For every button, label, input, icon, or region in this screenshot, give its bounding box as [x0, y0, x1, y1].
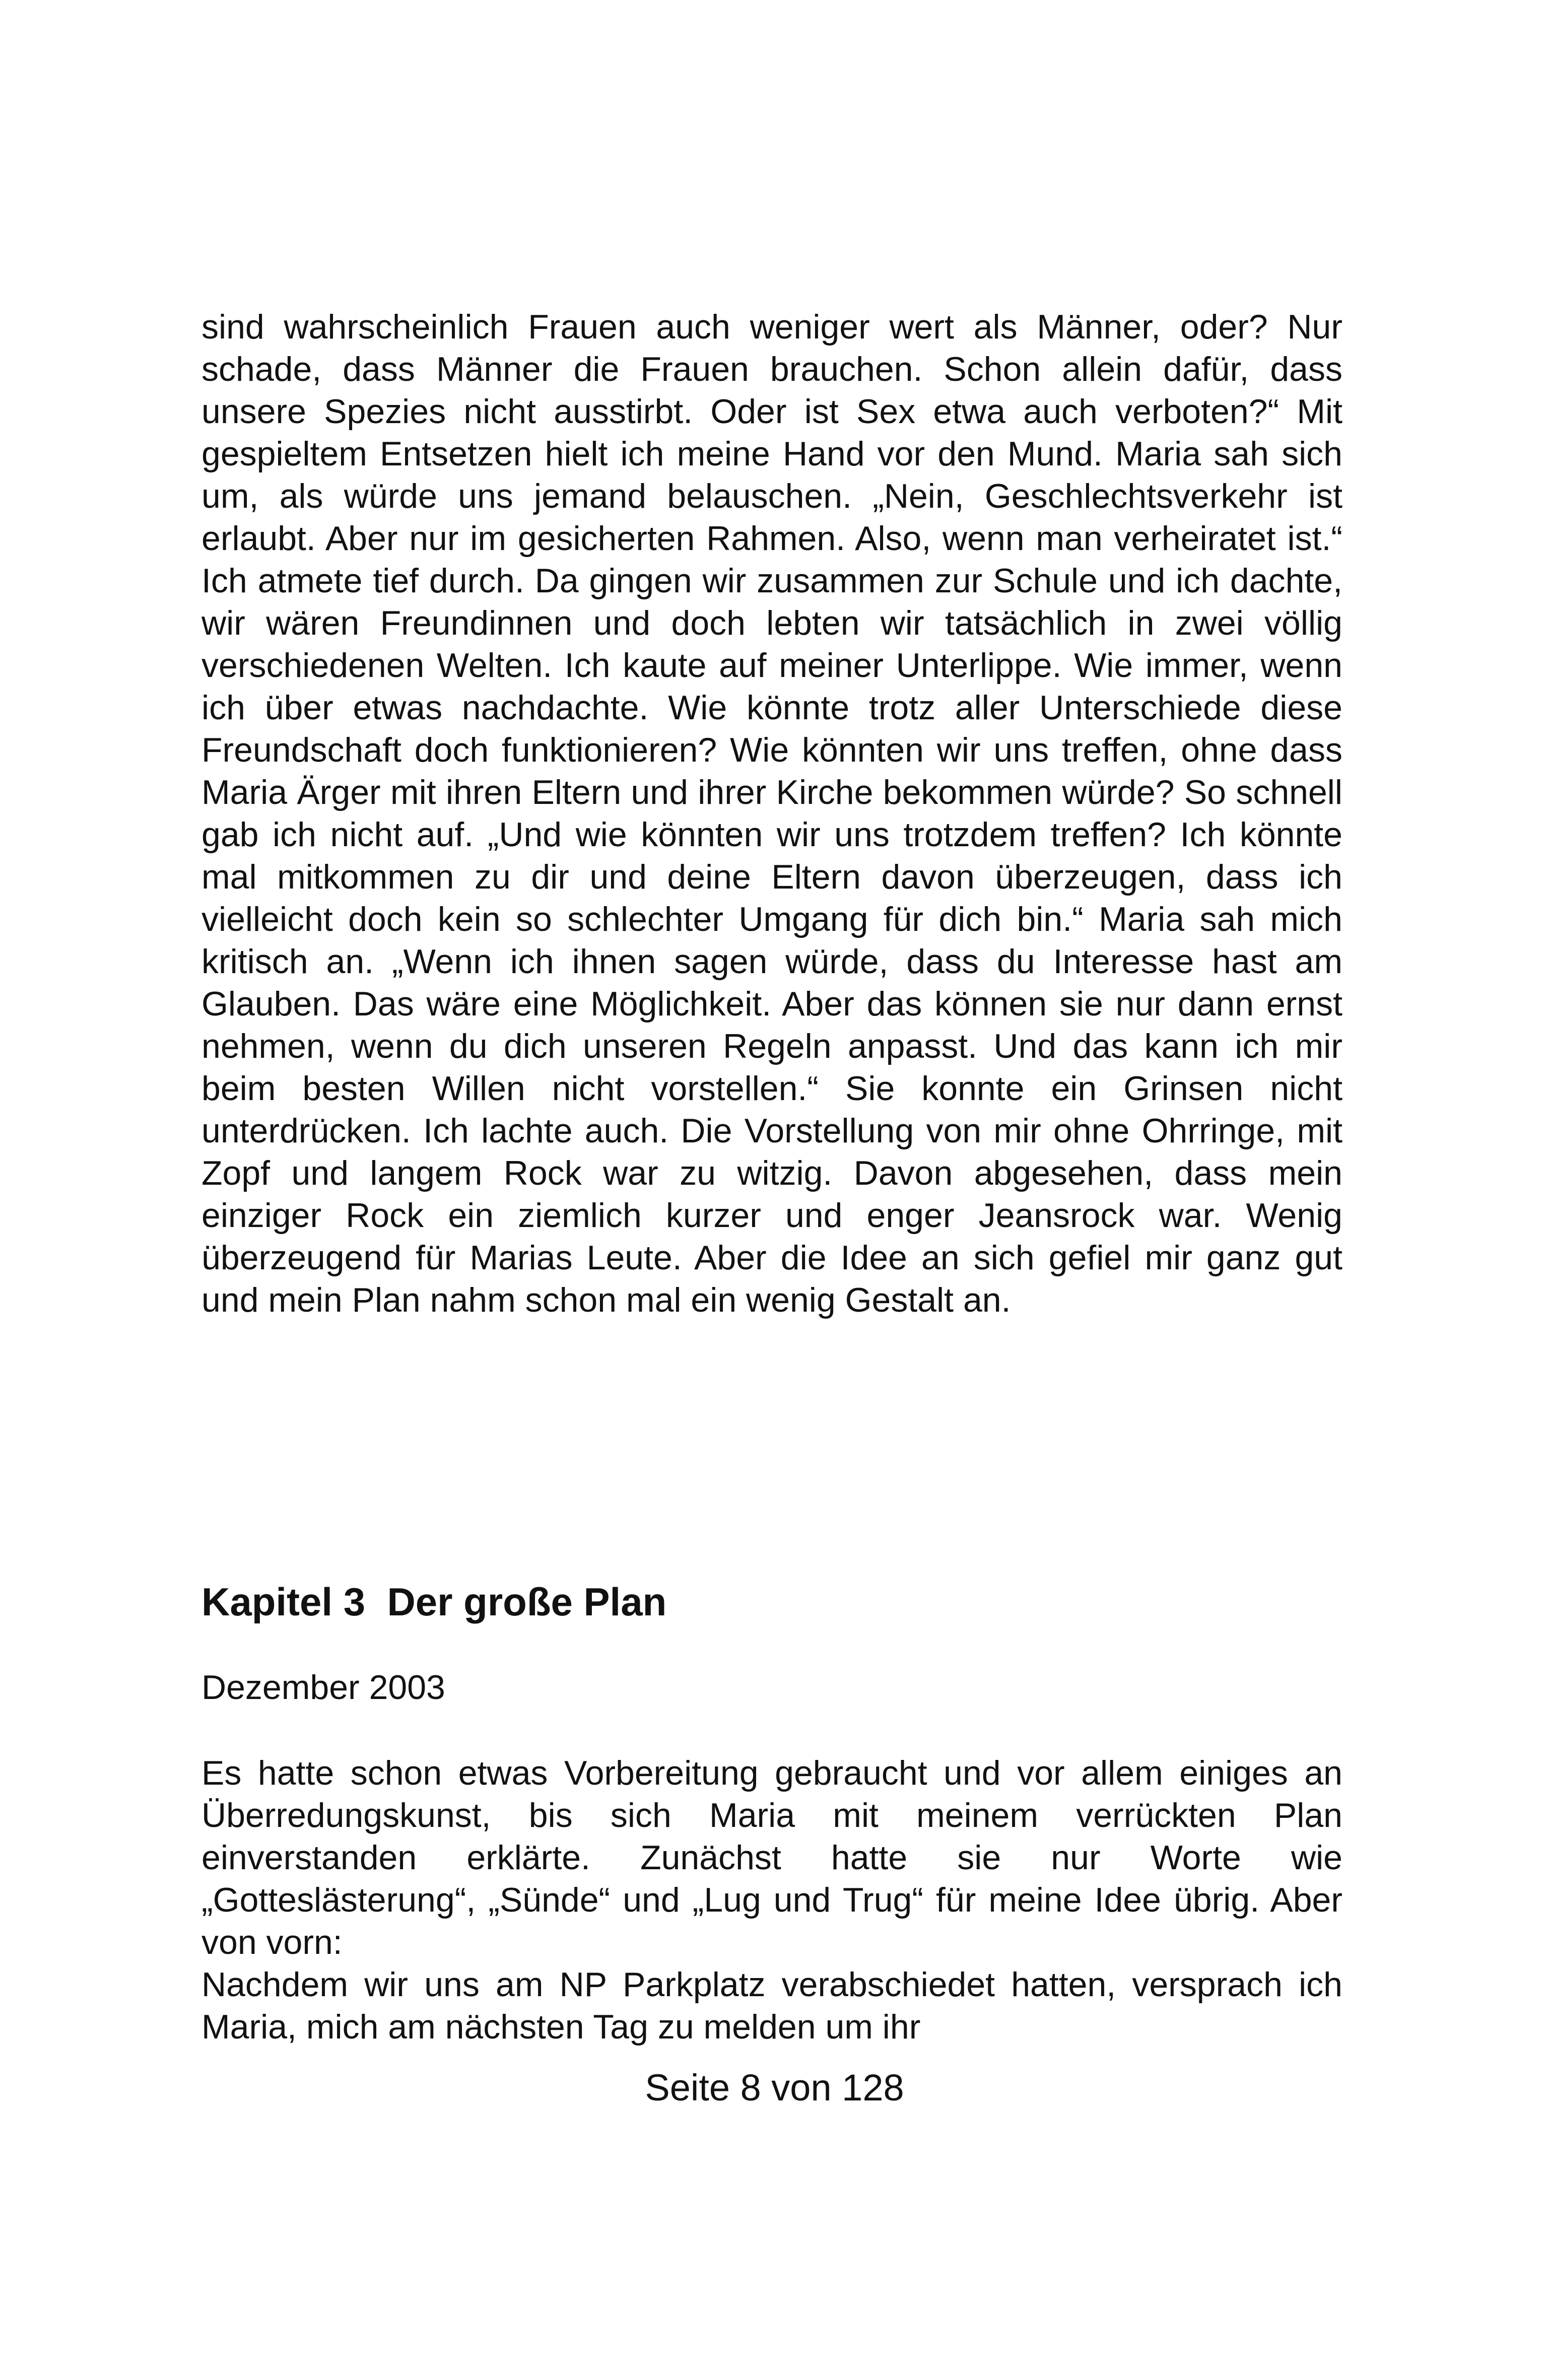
body-paragraph-continued: sind wahrscheinlich Frauen auch weniger wert als Männer, oder? Nur schade, dass Männer die Frauen brauchen. Schon allein dafür, dass unsere Spezies nicht ausstirbt. Oder ist Sex etwa auch verboten?“ Mit gespieltem Entsetzen hielt ich meine Hand vor den Mund. Maria sah sich um, als würde uns jemand belauschen. „Nein, Geschlechtsverkehr ist erlaubt. Aber nur im gesicherten Rahmen. Also, wenn man verheiratet ist.“ Ich atmete tief durch. Da gingen wir zusammen zur Schule und ich dachte, wir wären Freundinnen und doch lebten wir tatsächlich in zwei völlig verschiedenen Welten. Ich kaute auf meiner Unterlippe. Wie immer, wenn ich über etwas nachdachte. Wie könnte trotz aller Unterschiede diese Freundschaft doch funktionieren? Wie könnten wir uns treffen, ohne dass Maria Ärger mit ihren Eltern und ihrer Kirche bekommen würde? So schnell gab ich nicht auf. „Und wie könnten wir uns trotzdem treffen? Ich könnte mal mitkommen zu dir und deine Eltern davon überzeugen, dass ich vielleicht doch kein so schlechter Umgang für dich bin.“ Maria sah mich kritisch an. „Wenn ich ihnen sagen würde, dass du Interesse hast am Glauben. Das wäre eine Möglichkeit. Aber das können sie nur dann ernst nehmen, wenn du dich unseren Regeln anpasst. Und das kann ich mir beim besten Willen nicht vorstellen.“ Sie konnte ein Grinsen nicht unterdrücken. Ich lachte auch. Die Vorstellung von mir ohne Ohrringe, mit Zopf und langem Rock war zu witzig. Davon abgesehen, dass mein einziger Rock ein ziemlich kurzer und enger Jeansrock war. Wenig überzeugend für Marias Leute. Aber die Idee an sich gefiel mir ganz gut und mein Plan nahm schon mal ein wenig Gestalt an.	[201, 308, 1342, 1319]
chapter-dateline: Dezember 2003	[201, 1668, 445, 1707]
page-number-footer: Seite 8 von 128	[645, 2067, 904, 2109]
body-paragraph-next: Nachdem wir uns am NP Parkplatz verabschiedet hatten, versprach ich Maria, mich am nächsten Tag zu melden um ihr	[201, 1965, 1342, 2046]
chapter-heading: Kapitel 3 Der große Plan	[201, 1580, 667, 1624]
body-paragraph-intro: Es hatte schon etwas Vorbereitung gebraucht und vor allem einiges an Überredungskunst, bis sich Maria mit meinem verrückten Plan einverstanden erklärte. Zunächst hatte sie nur Worte wie „Gotteslästerung“, „Sünde“ und „Lug und Trug“ für meine Idee übrig. Aber von vorn:	[201, 1754, 1342, 1961]
